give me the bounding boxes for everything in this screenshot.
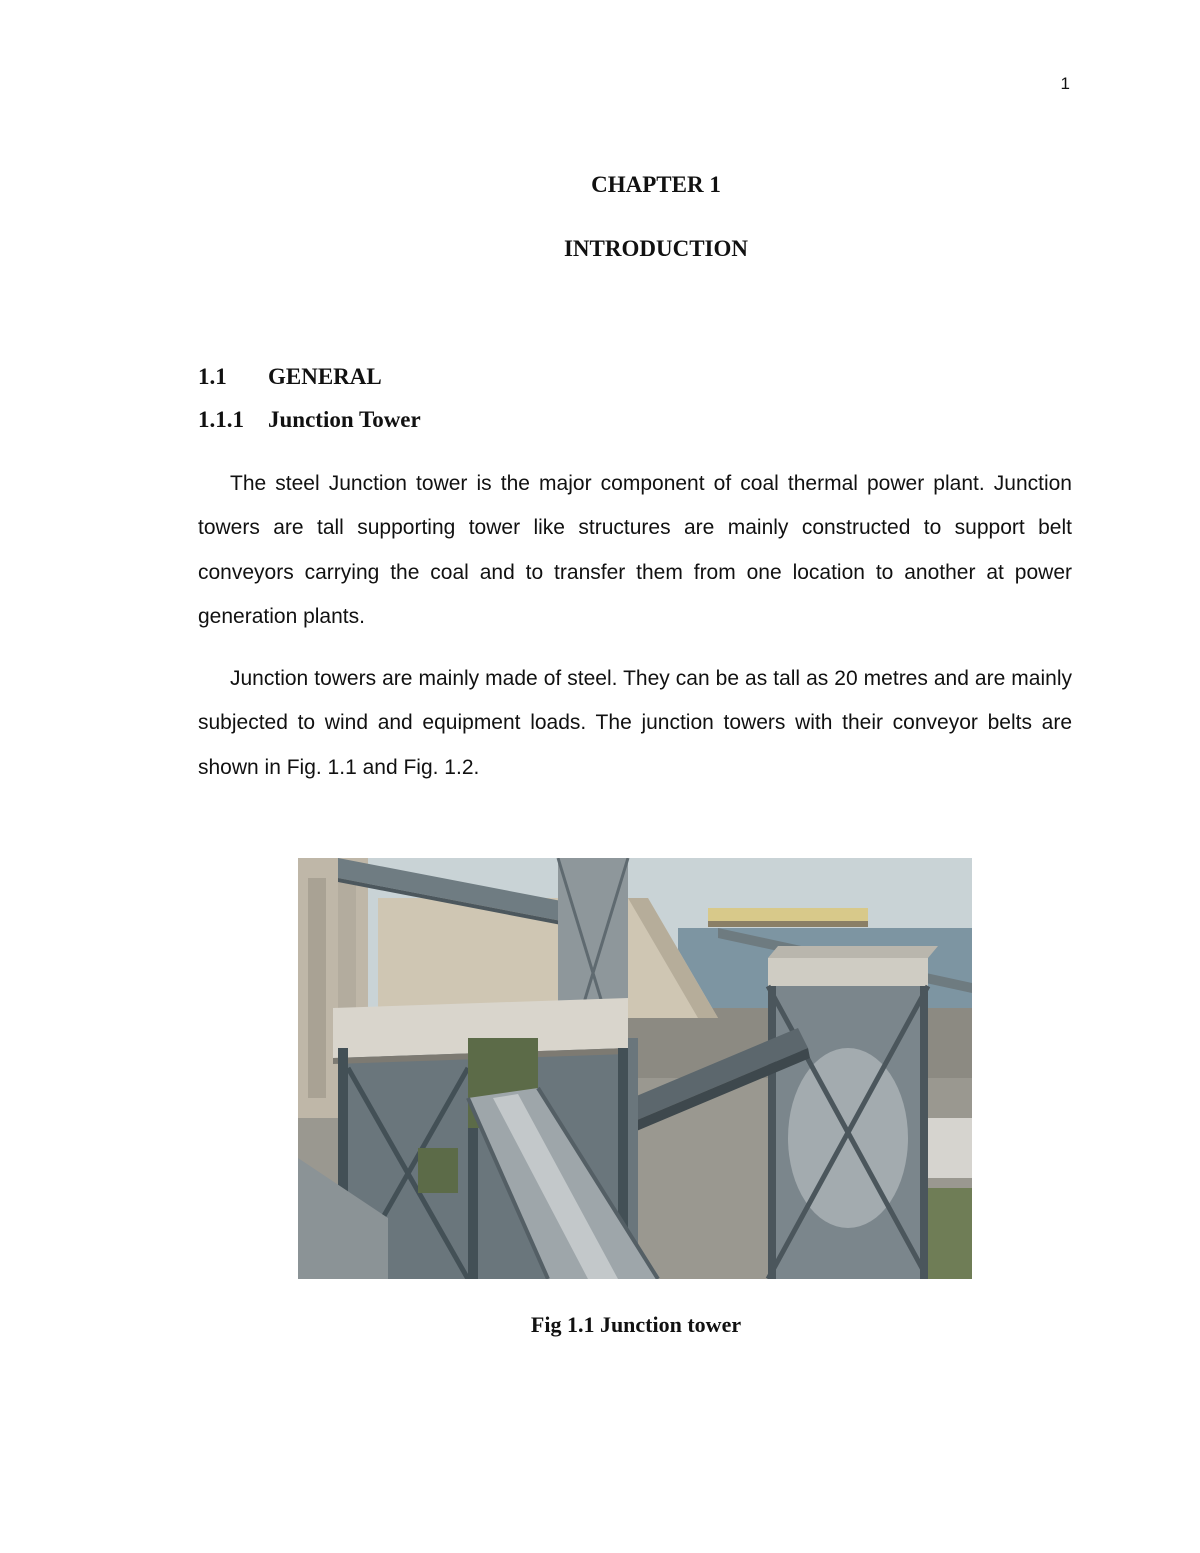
- figure-photo-junction-tower: [298, 858, 972, 1279]
- subsection-number: 1.1.1: [198, 407, 244, 432]
- section-heading: [198, 364, 382, 390]
- section-number: 1.1: [198, 364, 227, 389]
- body-paragraph-1: The steel Junction tower is the major component of coal thermal power plant. Junction towers are tall supporting tower like structures are mainly constructed to support belt conveyors carrying the coal and to transfer them from one location to another at power generation plants.: [198, 472, 1072, 628]
- chapter-label: CHAPTER 1: [591, 172, 721, 197]
- page-number: 1: [1060, 74, 1070, 93]
- body-paragraph-2: Junction towers are mainly made of steel. They can be as tall as 20 metres and are mainly subjected to wind and equipment loads. The junction towers with their conveyor belts are shown in Fig. 1.1 and Fig. 1.2.: [198, 667, 1072, 779]
- section-title: GENERAL: [268, 364, 382, 389]
- chapter-title: INTRODUCTION: [563, 236, 749, 261]
- figure-caption: Fig 1.1 Junction tower: [530, 1312, 742, 1337]
- subsection-title: Junction Tower: [268, 407, 421, 432]
- subsection-heading: [198, 407, 421, 433]
